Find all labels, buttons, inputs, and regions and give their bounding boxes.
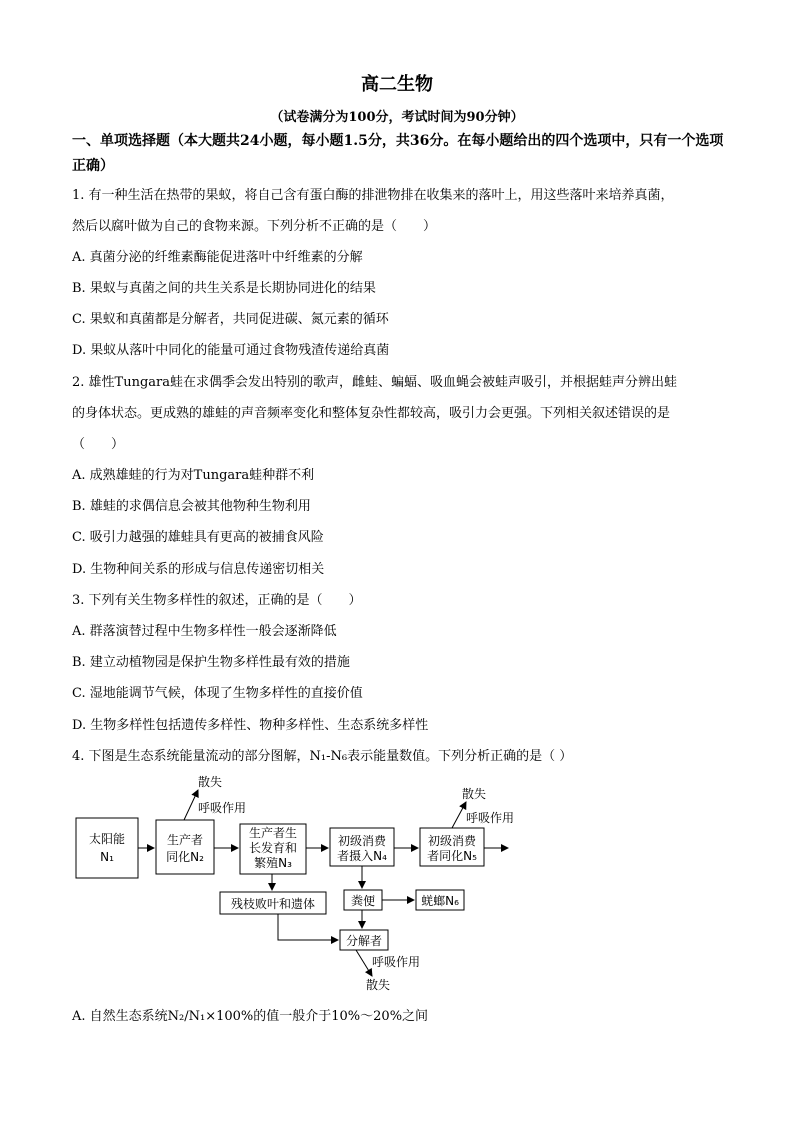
q1-option-b: B. 果蚁与真菌之间的共生关系是长期协同进化的结果 — [72, 281, 376, 296]
producer-label-2: 同化N₂ — [166, 850, 204, 864]
q3-option-d: D. 生物多样性包括遗传多样性、物种多样性、生态系统多样性 — [72, 718, 429, 733]
respiration-label-2: 呼吸作用 — [466, 811, 515, 825]
q2-option-b: B. 雄蛙的求偶信息会被其他物种生物利用 — [72, 499, 311, 514]
dung-beetle-label: 蜣螂N₆ — [421, 894, 459, 908]
section-heading: 一、单项选择题（本大题共24小题，每小题1.5分，共36分。在每小题给出的四个选项中，只有一个选项正确） — [72, 133, 724, 174]
q1-option-d: D. 果蚁从落叶中同化的能量可通过食物残渣传递给真菌 — [72, 343, 390, 358]
lost-label-3: 散失 — [366, 978, 391, 992]
q3-option-b: B. 建立动植物园是保护生物多样性最有效的措施 — [72, 655, 350, 670]
q2-option-a: A. 成熟雄蛙的行为对Tungara蛙种群不利 — [72, 468, 315, 483]
energy-flow-diagram — [72, 768, 532, 998]
q4-option-a: A. 自然生态系统N₂/N₁×100%的值一般介于10%～20%之间 — [72, 1009, 429, 1024]
q2-stem-line1: 2. 雄性Tungara蛙在求偶季会发出特别的歌声，雌蛙、蝙蝠、吸血蝇会被蛙声吸引，并根据蛙声分辨出蛙 — [72, 375, 677, 390]
q3-option-c: C. 湿地能调节气候，体现了生物多样性的直接价值 — [72, 686, 363, 701]
q2-option-d: D. 生物种间关系的形成与信息传递密切相关 — [72, 562, 325, 577]
q3-stem: 3. 下列有关生物多样性的叙述，正确的是（ ） — [72, 593, 362, 608]
producer-box — [156, 820, 214, 874]
lost-label-1: 散失 — [198, 775, 223, 789]
consumer-assim-label-1: 初级消费 — [427, 834, 477, 848]
producer-label-1: 生产者 — [166, 833, 204, 847]
lost-label-2: 散失 — [462, 787, 487, 801]
decomposer-label: 分解者 — [345, 934, 383, 948]
q2-stem-line2: 的身体状态。更成熟的雄蛙的声音频率变化和整体复杂性都较高，吸引力会更强。下列相关叙述错误的是 — [72, 406, 671, 421]
sun-label-2: N₁ — [100, 850, 114, 864]
consumer-intake-label-2: 者摄入N₄ — [337, 849, 387, 863]
q1-stem-line2: 然后以腐叶做为自己的食物来源。下列分析不正确的是（ ） — [72, 219, 437, 234]
growth-label-1: 生产者生 — [248, 826, 298, 840]
consumer-assim-label-2: 者同化N₅ — [427, 849, 477, 863]
consumer-intake-label-1: 初级消费 — [337, 834, 387, 848]
growth-label-3: 繁殖N₃ — [254, 856, 292, 870]
sun-label-1: 太阳能 — [88, 832, 126, 846]
q1-option-c: C. 果蚁和真菌都是分解者，共同促进碳、氮元素的循环 — [72, 312, 389, 327]
page-title: 高二生物 — [361, 74, 433, 95]
q4-stem: 4. 下图是生态系统能量流动的部分图解，N₁-N₆表示能量数值。下列分析正确的是（ ） — [72, 749, 573, 764]
q1-stem-line1: 1. 有一种生活在热带的果蚁，将自己含有蛋白酶的排泄物排在收集来的落叶上，用这些落叶来培养真菌， — [72, 188, 674, 203]
respiration-label-3: 呼吸作用 — [372, 955, 421, 969]
growth-label-2: 长发育和 — [248, 841, 298, 855]
sun-box — [76, 818, 138, 878]
litter-label: 残枝败叶和遗体 — [230, 897, 316, 911]
feces-label: 粪便 — [350, 894, 376, 908]
q2-stem-line3: （ ） — [72, 437, 125, 452]
q1-option-a: A. 真菌分泌的纤维素酶能促进落叶中纤维素的分解 — [72, 250, 363, 265]
q3-option-a: A. 群落演替过程中生物多样性一般会逐渐降低 — [72, 624, 337, 639]
q2-option-c: C. 吸引力越强的雄蛙具有更高的被捕食风险 — [72, 530, 324, 545]
exam-info: （试卷满分为100分，考试时间为90分钟） — [270, 110, 524, 125]
respiration-label-1: 呼吸作用 — [198, 801, 247, 815]
